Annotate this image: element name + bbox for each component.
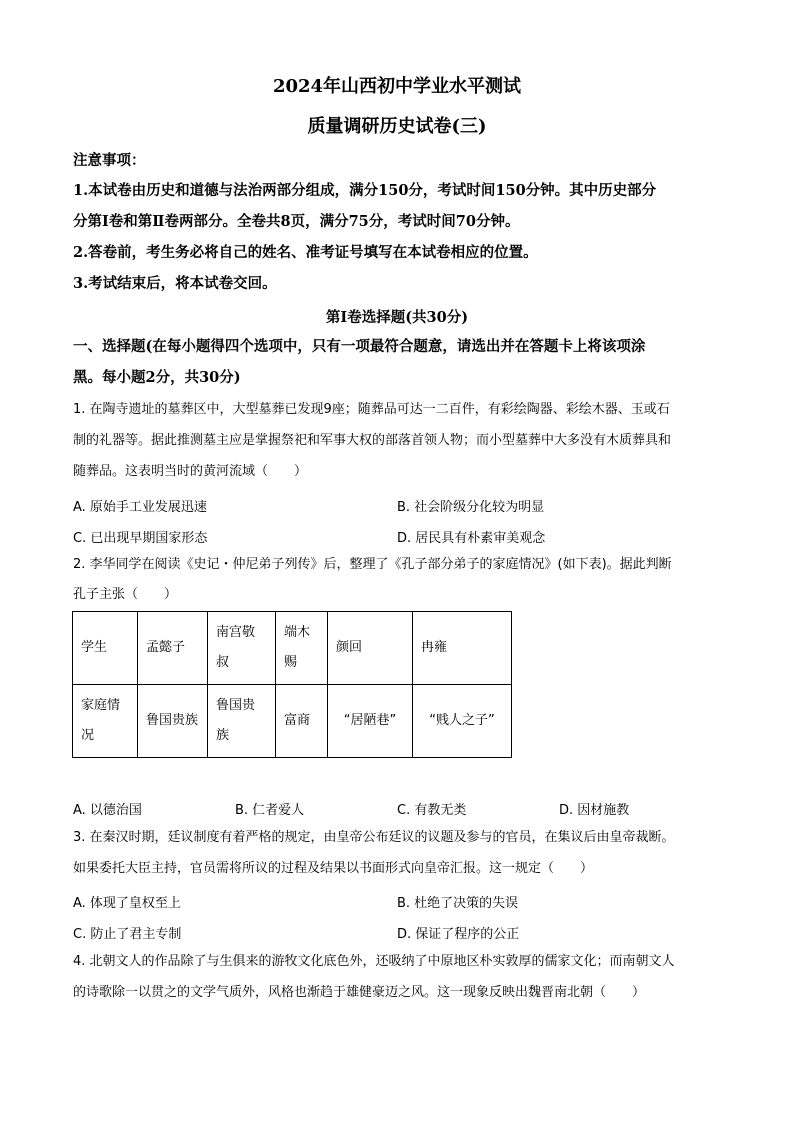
notice-item: 分第Ⅰ卷和第Ⅱ卷两部分。全卷共8页，满分75分，考试时间70分钟。 [73, 213, 520, 230]
notice-item: 3.考试结束后，将本试卷交回。 [73, 275, 277, 292]
option-a[interactable]: A. 体现了皇权至上 [73, 896, 181, 911]
table-row [73, 612, 512, 685]
table-cell: “居陋巷” [328, 685, 413, 758]
question-3-line: 如果委托大臣主持，官员需将所议的过程及结果以书面形式向皇帝汇报。这一规定（ ） [73, 861, 594, 876]
part1-title: 第Ⅰ卷选择题(共30分) [325, 309, 469, 326]
exam-title: 2024年山西初中学业水平测试 [272, 76, 522, 97]
option-c[interactable]: C. 防止了君主专制 [73, 927, 182, 942]
option-c[interactable]: C. 已出现早期国家形态 [73, 531, 208, 546]
section-heading: 一、选择题(在每小题得四个选项中，只有一项最符合题意，请选出并在答题卡上将该项涂 [73, 338, 646, 355]
exam-subtitle: 质量调研历史试卷(三) [307, 116, 487, 137]
question-3-line: 3. 在秦汉时期，廷议制度有着严格的规定，由皇帝公布廷议的议题及参与的官员，在集议后由皇帝裁断。 [73, 830, 675, 845]
notice-item: 1.本试卷由历史和道德与法治两部分组成，满分150分，考试时间150分钟。其中历史部分 [73, 182, 657, 199]
option-b[interactable]: B. 社会阶级分化较为明显 [397, 500, 545, 515]
table-cell: 南宫敬叔 [208, 612, 276, 685]
question-2-line: 2. 李华同学在阅读《史记・仲尼弟子列传》后，整理了《孔子部分弟子的家庭情况》(如下表)。据此判断 [73, 557, 672, 572]
table-cell: 冉雍 [413, 612, 512, 685]
option-d[interactable]: D. 保证了程序的公正 [397, 927, 520, 942]
option-b[interactable]: B. 仁者爱人 [235, 803, 305, 818]
table-row [73, 685, 512, 758]
table-cell: 端木赐 [276, 612, 328, 685]
option-b[interactable]: B. 杜绝了决策的失误 [397, 896, 519, 911]
option-c[interactable]: C. 有教无类 [397, 803, 467, 818]
table-cell: 鲁国贵族 [208, 685, 276, 758]
option-a[interactable]: A. 原始手工业发展迅速 [73, 500, 207, 515]
table-cell: 富商 [276, 685, 328, 758]
option-a[interactable]: A. 以德治国 [73, 803, 142, 818]
table-cell: 家庭情况 [73, 685, 138, 758]
section-heading-cont: 黑。每小题2分，共30分) [73, 369, 241, 386]
question-4-line: 4. 北朝文人的作品除了与生俱来的游牧文化底色外，还吸纳了中原地区朴实敦厚的儒家文化；而南朝文人 [73, 954, 675, 969]
option-d[interactable]: D. 居民具有朴素审美观念 [397, 531, 546, 546]
table-cell: 颜回 [328, 612, 413, 685]
notice-item: 2.答卷前，考生务必将自己的姓名、准考证号填写在本试卷相应的位置。 [73, 244, 538, 261]
table-cell: 鲁国贵族 [138, 685, 208, 758]
question-1-line: 1. 在陶寺遗址的墓葬区中，大型墓葬已发现9座；随葬品可达一二百件，有彩绘陶器、彩绘木器、玉或石 [73, 402, 670, 417]
question-1-line: 制的礼器等。据此推测墓主应是掌握祭祀和军事大权的部落首领人物；而小型墓葬中大多没有木质葬具和 [73, 433, 672, 448]
question-1-line: 随葬品。这表明当时的黄河流域（ ） [73, 464, 308, 479]
option-d[interactable]: D. 因材施教 [559, 803, 630, 818]
table-cell: “贱人之子” [413, 685, 512, 758]
question-4-line: 的诗歌除一以贯之的文学气质外，风格也渐趋于雄健豪迈之风。这一现象反映出魏晋南北朝（ ） [73, 985, 646, 1000]
table-cell: 学生 [73, 612, 138, 685]
student-family-table [72, 611, 512, 758]
notice-heading: 注意事项： [73, 152, 146, 169]
table-cell: 孟懿子 [138, 612, 208, 685]
question-2-line: 孔子主张（ ） [73, 587, 178, 602]
